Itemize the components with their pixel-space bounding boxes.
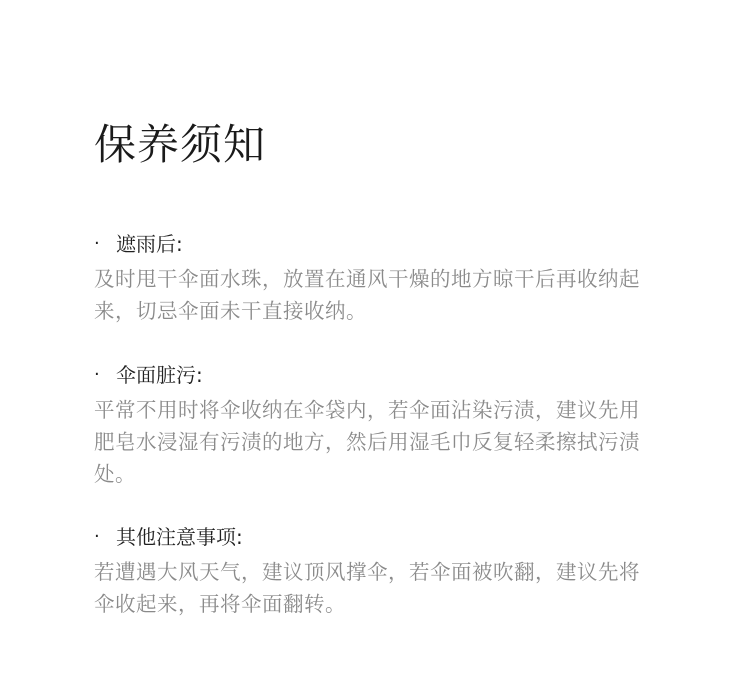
section-heading-label: 伞面脏污:	[116, 363, 203, 387]
section-heading-label: 遮雨后:	[116, 232, 183, 256]
bullet-dot-icon: ·	[94, 364, 100, 385]
bullet-dot-icon: ·	[94, 526, 100, 547]
section-heading-label: 其他注意事项:	[116, 525, 243, 549]
section-after-rain	[94, 229, 650, 327]
section-body: 平常不用时将伞收纳在伞袋内，若伞面沾染污渍，建议先用肥皂水浸湿有污渍的地方，然后用湿毛巾反复轻柔擦拭污渍处。	[94, 398, 640, 486]
section-other-notes	[94, 522, 650, 620]
section-heading	[94, 229, 650, 259]
bullet-dot-icon: ·	[94, 233, 100, 254]
section-dirty-canopy	[94, 360, 650, 490]
section-body: 及时甩干伞面水珠，放置在通风干燥的地方晾干后再收纳起来，切忌伞面未干直接收纳。	[94, 267, 640, 323]
section-heading	[94, 522, 650, 552]
page-title: 保养须知	[94, 120, 267, 169]
section-body: 若遭遇大风天气，建议顶风撑伞，若伞面被吹翻，建议先将伞收起来，再将伞面翻转。	[94, 560, 640, 616]
section-heading	[94, 360, 650, 390]
